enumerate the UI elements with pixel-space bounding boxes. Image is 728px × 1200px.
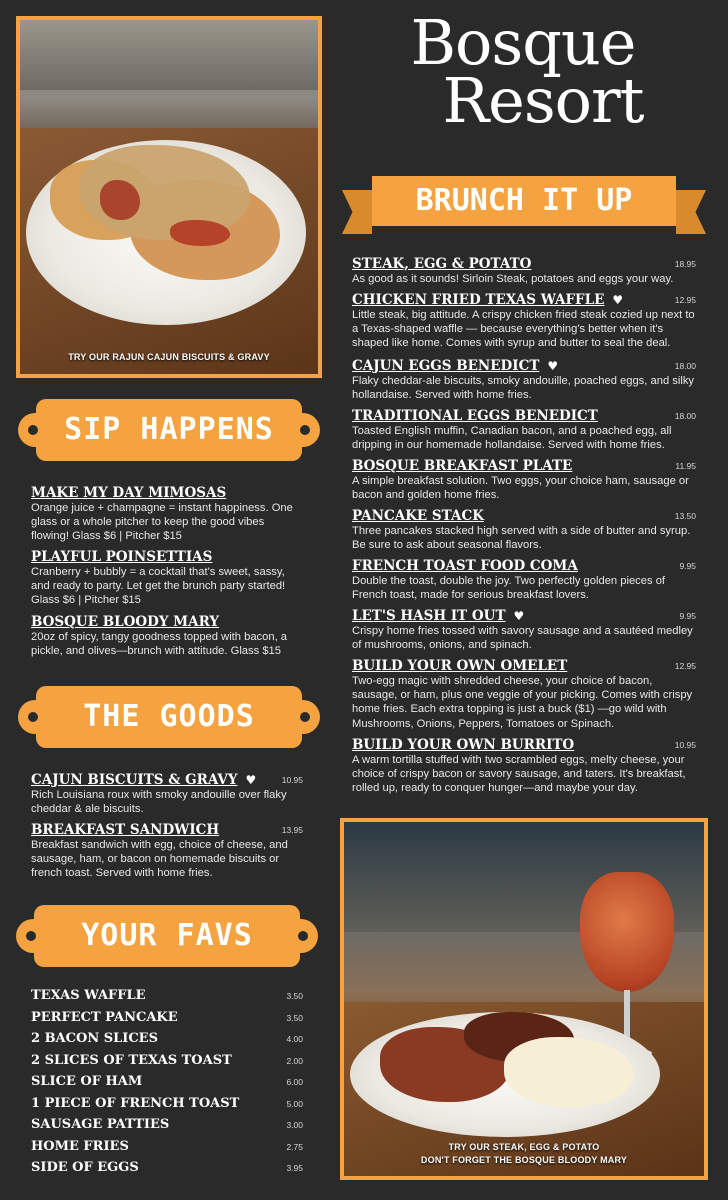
item-price: 13.50 bbox=[674, 511, 696, 521]
item-price: 13.95 bbox=[281, 825, 303, 835]
item-desc: Orange juice + champagne = instant happiness. One glass or a whole pitcher to keep the good vibes flowing! Glass $6 | Pitcher $15 bbox=[31, 502, 293, 543]
item-name: PLAYFUL POINSETTIAS bbox=[31, 549, 213, 565]
menu-item bbox=[31, 549, 303, 608]
item-desc: Three pancakes stacked high served with a side of butter and syrup. Be sure to ask about seasonal flavors. bbox=[352, 525, 691, 552]
side-price: 2.00 bbox=[286, 1056, 303, 1066]
item-desc: Toasted English muffin, Canadian bacon, and a poached egg, all dripping in our homemade hollandaise. Served with home fries. bbox=[352, 425, 672, 452]
item-price: 18.00 bbox=[674, 411, 696, 421]
photo-caption-1: TRY OUR STEAK, EGG & POTATO bbox=[448, 1142, 600, 1152]
item-desc: Flaky cheddar-ale biscuits, smoky andouille, poached eggs, and silky hollandaise. Served with home fries. bbox=[352, 375, 695, 402]
side-price: 4.00 bbox=[286, 1034, 303, 1044]
goods-heading bbox=[18, 686, 320, 748]
item-desc: A simple breakfast solution. Two eggs, your choice ham, sausage or bacon and golden home fries. bbox=[352, 475, 689, 502]
menu-item bbox=[352, 508, 696, 552]
ribbon-tail-right bbox=[676, 190, 706, 234]
item-name: BUILD YOUR OWN OMELET bbox=[352, 658, 568, 674]
item-name-text: CAJUN BISCUITS & GRAVY bbox=[31, 772, 238, 788]
bar-background bbox=[20, 20, 318, 90]
favs-heading bbox=[16, 905, 318, 967]
side-item bbox=[31, 1096, 303, 1116]
menu-item bbox=[352, 608, 696, 652]
side-price: 5.00 bbox=[286, 1099, 303, 1109]
menu-item bbox=[31, 614, 303, 658]
side-item bbox=[31, 1031, 303, 1051]
item-name bbox=[31, 772, 303, 788]
menu-item bbox=[31, 485, 303, 544]
side-item bbox=[31, 1117, 303, 1137]
item-name-text: LET'S HASH IT OUT bbox=[352, 608, 506, 624]
item-price: 10.95 bbox=[281, 775, 303, 785]
brand-line-2: Resort bbox=[442, 64, 644, 137]
item-name: FRENCH TOAST FOOD COMA bbox=[352, 558, 578, 574]
heart-icon: ♥ bbox=[547, 359, 559, 373]
item-price: 18.95 bbox=[674, 259, 696, 269]
side-name: 1 PIECE OF FRENCH TOAST bbox=[31, 1096, 240, 1111]
brand-title bbox=[340, 6, 706, 137]
sign-text: THE GOODS bbox=[83, 699, 255, 734]
side-name: SAUSAGE PATTIES bbox=[31, 1117, 170, 1132]
item-name: STEAK, EGG & POTATO bbox=[352, 256, 532, 272]
item-desc: Breakfast sandwich with egg, choice of cheese, and sausage, ham, or bacon on homemade biscuits or french toast. Served with home fries. bbox=[31, 839, 288, 880]
item-name: MAKE MY DAY MIMOSAS bbox=[31, 485, 227, 501]
side-item bbox=[31, 1010, 303, 1030]
menu-item bbox=[352, 408, 696, 452]
sign-text: SIP HAPPENS bbox=[64, 412, 274, 447]
item-desc: A warm tortilla stuffed with two scrambled eggs, melty cheese, your choice of crispy bacon or savory sausage, and taters. It's breakfast, rolled up, ready to conquer hunger—and maybe your day. bbox=[352, 754, 686, 795]
item-price: 9.95 bbox=[679, 561, 696, 571]
menu-item bbox=[31, 772, 303, 816]
item-desc: 20oz of spicy, tangy goodness topped with bacon, a pickle, and olives—brunch with attitude. Glass $15 bbox=[31, 631, 288, 658]
item-name: BOSQUE BLOODY MARY bbox=[31, 614, 220, 630]
item-name bbox=[352, 358, 696, 374]
bloody-mary-glass bbox=[580, 872, 674, 992]
heart-icon: ♥ bbox=[245, 773, 257, 787]
side-name: HOME FRIES bbox=[31, 1139, 129, 1154]
side-name: TEXAS WAFFLE bbox=[31, 988, 146, 1003]
side-price: 3.00 bbox=[286, 1120, 303, 1130]
photo-caption: TRY OUR RAJUN CAJUN BISCUITS & GRAVY bbox=[68, 352, 270, 362]
side-item bbox=[31, 1053, 303, 1073]
side-name: 2 SLICES OF TEXAS TOAST bbox=[31, 1053, 232, 1068]
menu-item bbox=[352, 558, 696, 602]
menu-item bbox=[352, 458, 696, 502]
menu-item bbox=[352, 658, 696, 731]
item-price: 18.00 bbox=[674, 361, 696, 371]
item-price: 11.95 bbox=[675, 461, 696, 471]
side-price: 3.50 bbox=[286, 1013, 303, 1023]
item-price: 9.95 bbox=[679, 611, 696, 621]
andouille-slice bbox=[170, 220, 230, 246]
item-desc: As good as it sounds! Sirloin Steak, potatoes and eggs your way. bbox=[352, 273, 674, 285]
side-name: 2 BACON SLICES bbox=[31, 1031, 158, 1046]
item-name: BOSQUE BREAKFAST PLATE bbox=[352, 458, 573, 474]
side-item bbox=[31, 1139, 303, 1159]
item-desc: Two-egg magic with shredded cheese, your choice of bacon, sausage, or ham, plus one veggie of your picking. Comes with crispy home fries. Each extra topping is just a buck ($1) —go wild with Mushrooms, Onions, Peppers, Tomatoes or Spinach. bbox=[352, 675, 693, 730]
steak-bloody-mary-photo bbox=[340, 818, 708, 1180]
side-item bbox=[31, 1160, 303, 1180]
menu-item bbox=[31, 822, 303, 881]
item-desc: Crispy home fries tossed with savory sausage and a sautéed medley of mushrooms, onions, and spinach. bbox=[352, 625, 693, 652]
sip-heading bbox=[18, 399, 320, 461]
item-name bbox=[352, 608, 696, 624]
item-name bbox=[352, 292, 696, 308]
item-price: 12.95 bbox=[674, 295, 696, 305]
menu-item bbox=[352, 358, 696, 402]
item-desc: Rich Louisiana roux with smoky andouille over flaky cheddar & ale biscuits. bbox=[31, 789, 287, 816]
item-price: 10.95 bbox=[674, 740, 696, 750]
item-name-text: CHICKEN FRIED TEXAS WAFFLE bbox=[352, 292, 605, 308]
item-price: 12.95 bbox=[674, 661, 696, 671]
brand-line-1: Bosque bbox=[410, 6, 636, 79]
ribbon-tail-left bbox=[342, 190, 372, 234]
side-name: SLICE OF HAM bbox=[31, 1074, 143, 1089]
side-price: 3.50 bbox=[286, 991, 303, 1001]
heart-icon: ♥ bbox=[612, 293, 624, 307]
menu-item bbox=[352, 737, 696, 796]
item-desc: Double the toast, double the joy. Two perfectly golden pieces of French toast, made for serious breakfast lovers. bbox=[352, 575, 666, 602]
photo-caption-2: DON'T FORGET THE BOSQUE BLOODY MARY bbox=[420, 1155, 628, 1165]
item-name: TRADITIONAL EGGS BENEDICT bbox=[352, 408, 598, 424]
item-name: BUILD YOUR OWN BURRITO bbox=[352, 737, 575, 753]
side-name: PERFECT PANCAKE bbox=[31, 1010, 178, 1025]
item-name: PANCAKE STACK bbox=[352, 508, 484, 524]
side-name: SIDE OF EGGS bbox=[31, 1160, 139, 1175]
biscuits-gravy-photo bbox=[16, 16, 322, 378]
brunch-heading: BRUNCH IT UP bbox=[372, 176, 676, 226]
sign-text: YOUR FAVS bbox=[81, 918, 253, 953]
side-price: 2.75 bbox=[286, 1142, 303, 1152]
side-item bbox=[31, 988, 303, 1008]
heart-icon: ♥ bbox=[513, 609, 525, 623]
side-price: 3.95 bbox=[286, 1163, 303, 1173]
side-item bbox=[31, 1074, 303, 1094]
item-desc: Cranberry + bubbly = a cocktail that's sweet, sassy, and ready to party. Let get the brunch party started! Glass $6 | Pitcher $15 bbox=[31, 566, 286, 607]
side-price: 6.00 bbox=[286, 1077, 303, 1087]
item-desc: Little steak, big attitude. A crispy chicken fried steak cozied up next to a Texas-shaped waffle — because everything's better when it's shaped like home. Comes with syrup and butter to seal the deal. bbox=[352, 309, 695, 350]
menu-item bbox=[352, 256, 696, 286]
item-name: BREAKFAST SANDWICH bbox=[31, 822, 220, 838]
menu-item bbox=[352, 292, 696, 351]
item-name-text: CAJUN EGGS BENEDICT bbox=[352, 358, 540, 374]
andouille-slice bbox=[100, 180, 140, 220]
